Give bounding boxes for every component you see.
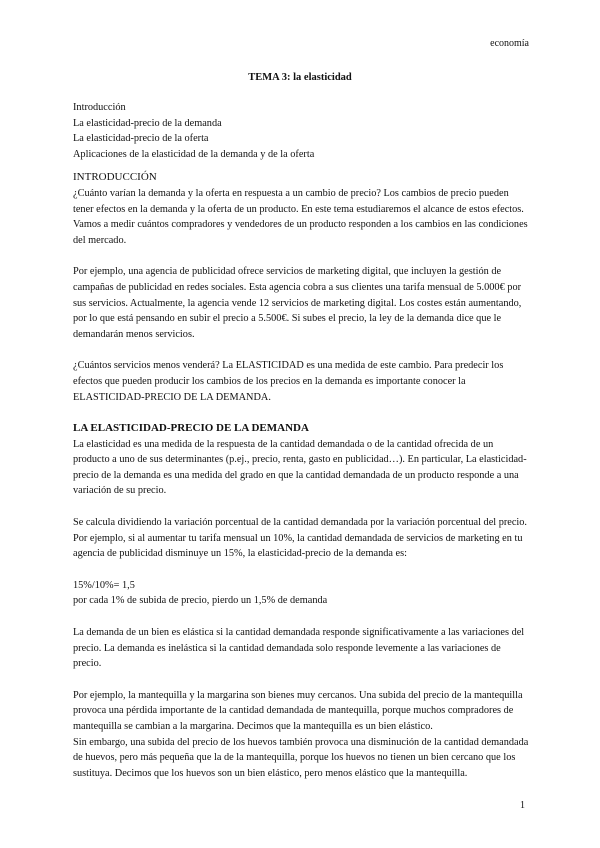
toc-item: La elasticidad-precio de la demanda xyxy=(73,117,222,129)
page-number: 1 xyxy=(520,800,525,811)
toc-item: La elasticidad-precio de la oferta xyxy=(73,133,209,145)
intro-paragraph-2: Por ejemplo, una agencia de publicidad ofrece servicios de marketing digital, que incluyen la gestión de campañas de publicidad en redes sociales. Esta agencia cobra a sus clientes una tarifa mensual de 5.000€ por sus servicios. Actualmente, la agencia vende 12 servicios de marketing digital. Los costes están aumentando, por lo que está pensando en subir el precio a 5.500€. Si subes el precio, la ley de la demanda dice que le demandarán menos servicios. xyxy=(73,266,522,340)
table-of-contents xyxy=(73,100,530,162)
section-paragraph-2: Se calcula dividiendo la variación porcentual de la cantidad demandada por la variación porcentual del precio. Por ejemplo, si al aumentar tu tarifa mensual un 10%, la cantidad demandada de servicios de marketing en tu agencia de publicidad disminuye un 15%, la elasticidad-precio de la demanda es: xyxy=(73,517,528,560)
section-paragraph-1: La elasticidad es una medida de la respuesta de la cantidad demandada o de la cantidad ofrecida de un producto a uno de sus determinantes (p.ej., precio, renta, gasto en publicidad…). En particular, La elasticidad-precio de la demanda es una medida del grado en que la cantidad demandada de un producto responde a una variación de su precio. xyxy=(73,438,527,497)
toc-item: Aplicaciones de la elasticidad de la demanda y de la oferta xyxy=(73,148,315,160)
page-header-label: economía xyxy=(490,38,529,49)
section-paragraph-4: Por ejemplo, la mantequilla y la margarina son bienes muy cercanos. Una subida del precio de la mantequilla provoca una pérdida importante de la cantidad demandada de mantequilla, porque muchos compradores de mantequilla se cambian a la margarina. Decimos que la mantequilla es un bien elástico. xyxy=(73,689,523,732)
intro-paragraph-1: ¿Cuánto varían la demanda y la oferta en respuesta a un cambio de precio? Los cambios de precio pueden tener efectos en la demanda y la oferta de un producto. En este tema estudiaremos el alcance de estos efectos. Vamos a medir cuántos compradores y vendedores de un producto responden a los cambios en las condiciones del mercado. xyxy=(73,187,528,246)
toc-item: Introducción xyxy=(73,102,126,113)
document-body xyxy=(73,100,530,781)
intro-paragraph-3: ¿Cuántos servicios menos venderá? La ELASTICIDAD es una medida de este cambio. Para predecir los efectos que pueden producir los cambios de los precios en la demanda es importante conocer la ELASTICIDAD-PRECIO DE LA DEMANDA. xyxy=(73,360,504,403)
intro-heading: INTRODUCCIÓN xyxy=(73,171,157,184)
formula: 15%/10%= 1,5 xyxy=(73,579,135,591)
section-heading: LA ELASTICIDAD-PRECIO DE LA DEMANDA xyxy=(73,422,309,435)
document-title: TEMA 3: la elasticidad xyxy=(248,72,352,83)
section-paragraph-5: Sin embargo, una subida del precio de los huevos también provoca una disminución de la cantidad demandada de huevos, pero más pequeña que la de la mantequilla, porque los huevos no tienen un bien cercano que los sustituya. Decimos que los huevos son un bien elástico, pero menos elástico que la mantequilla. xyxy=(73,736,529,779)
section-paragraph-3: La demanda de un bien es elástica si la cantidad demandada responde significativamente a las variaciones del precio. La demanda es inelástica si la cantidad demandada solo responde levemente a las variaciones de precio. xyxy=(73,627,525,670)
formula-note: por cada 1% de subida de precio, pierdo un 1,5% de demanda xyxy=(73,595,328,607)
